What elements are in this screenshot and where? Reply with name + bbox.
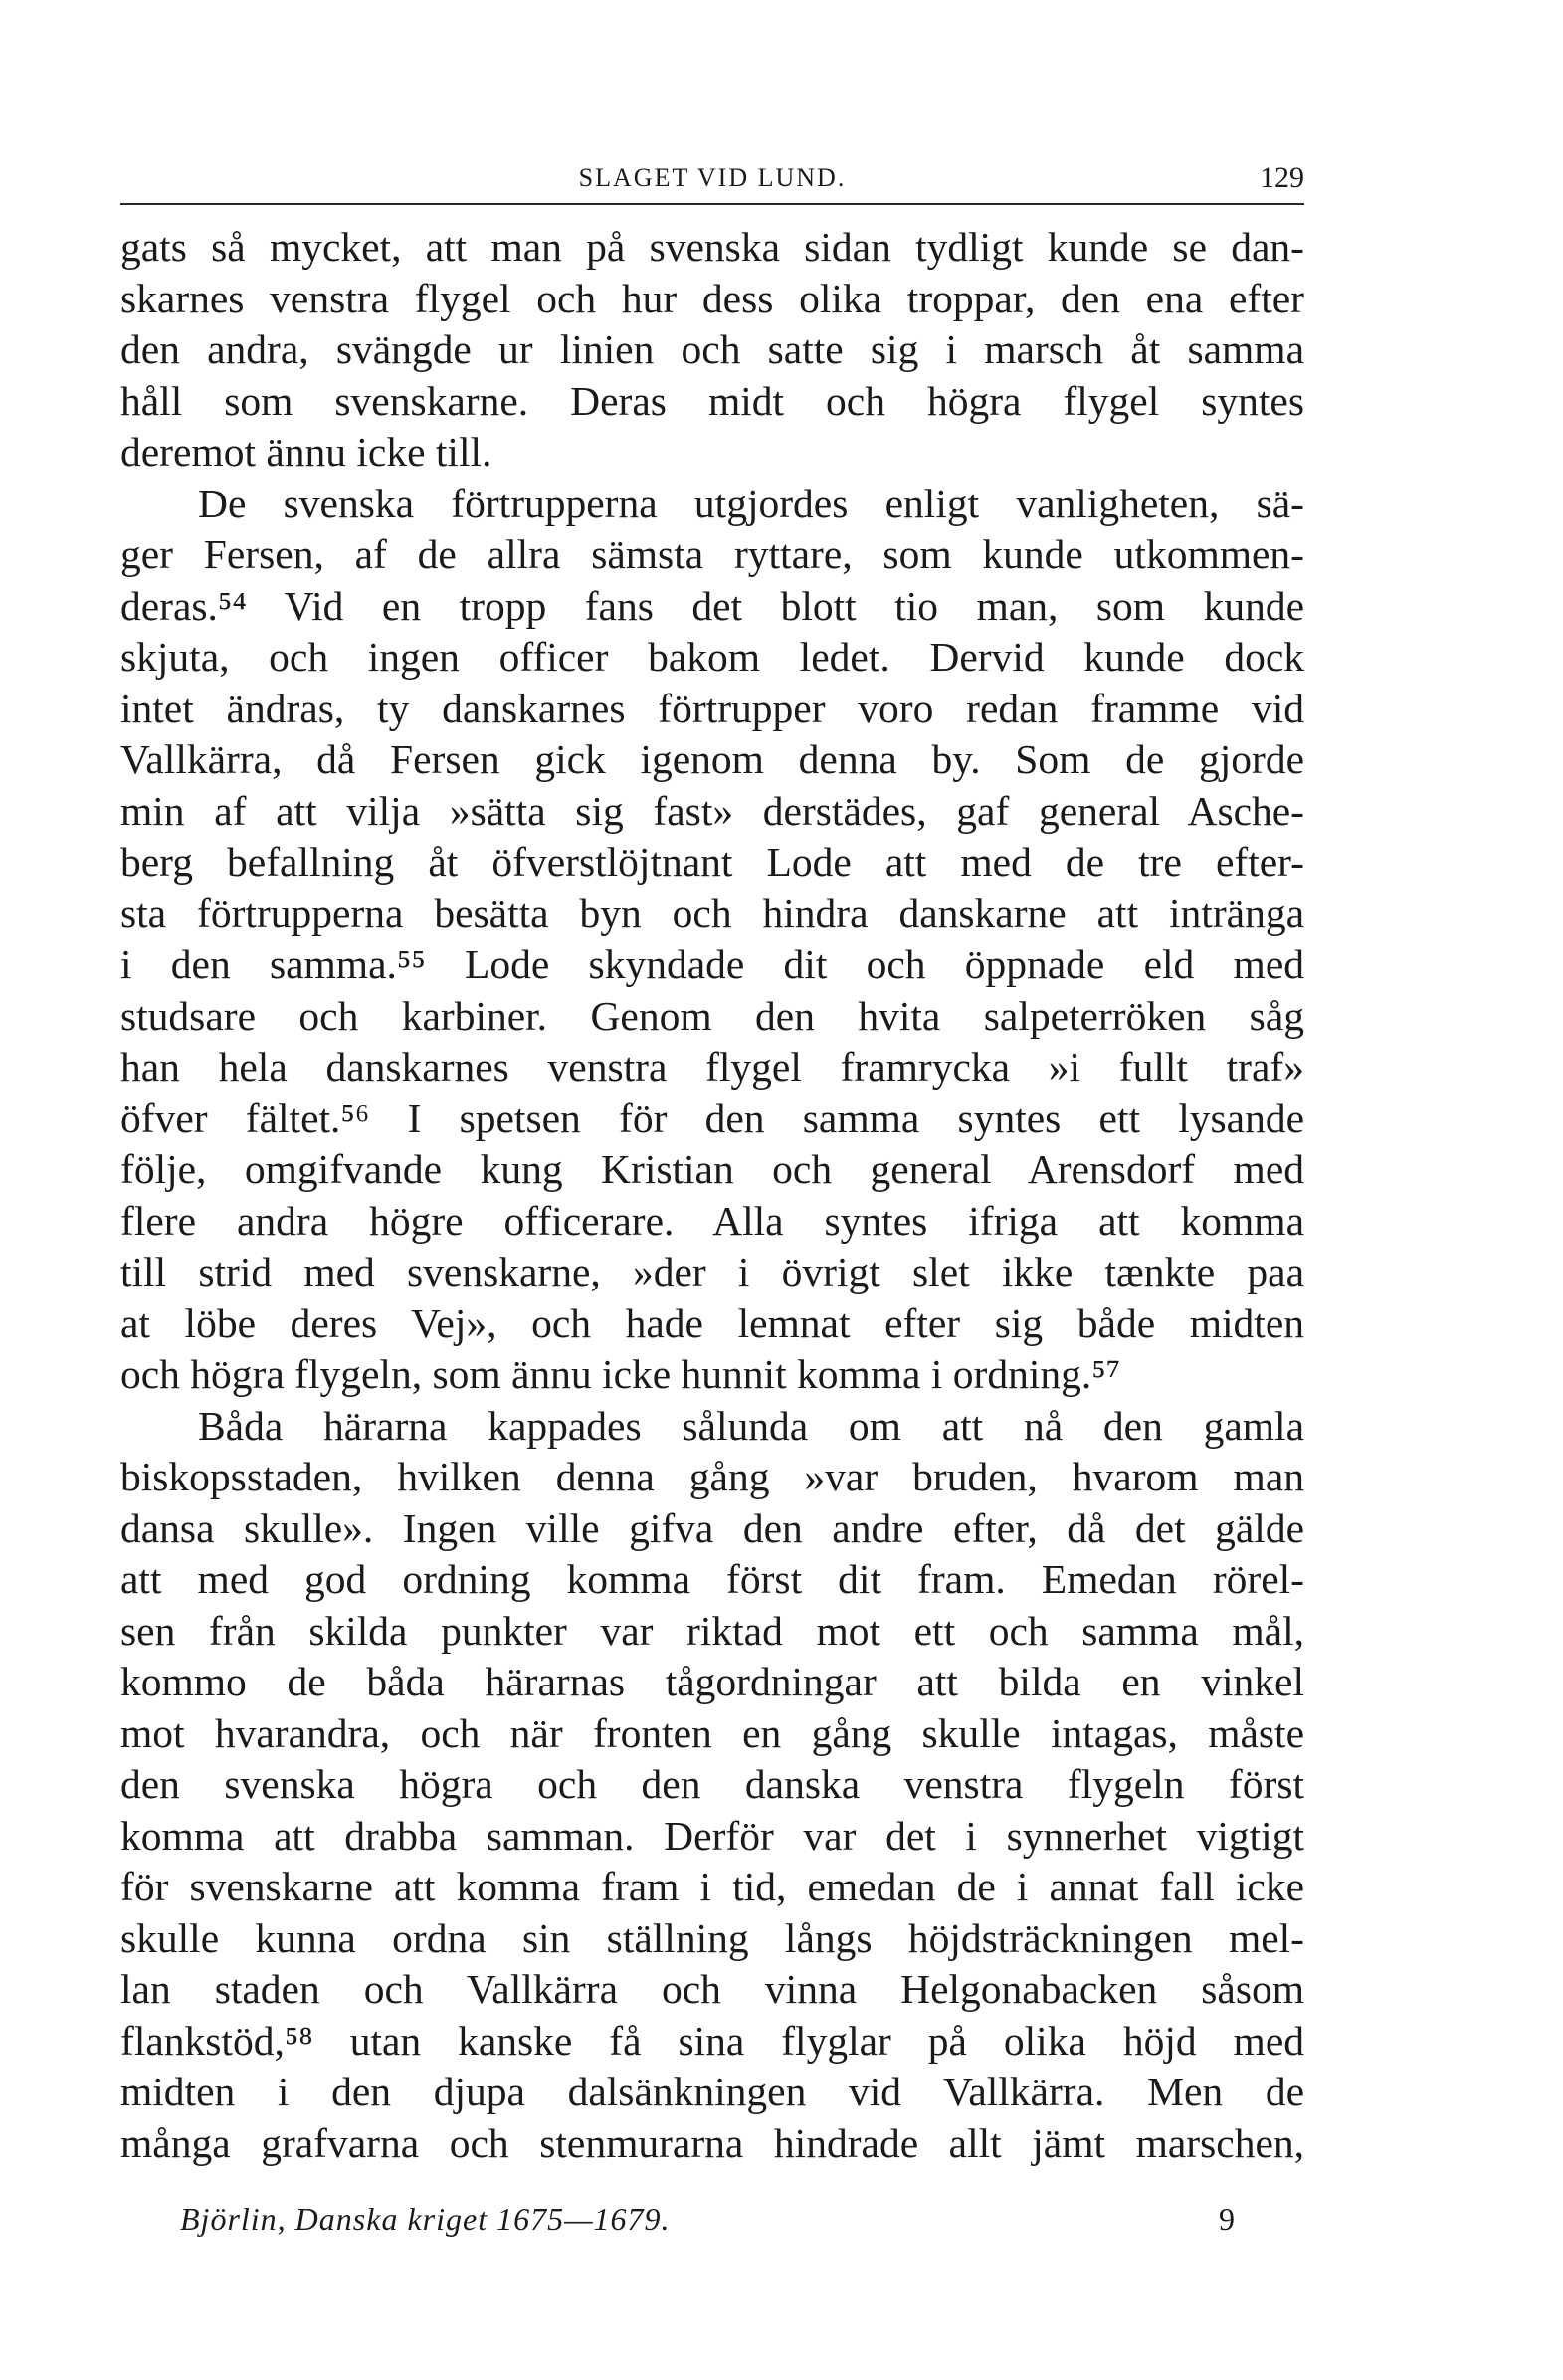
signature-number: 9 (1219, 2201, 1235, 2237)
text-line: min af att vilja »sätta sig fast» derstädes, gaf general Asche- (120, 787, 1304, 834)
text-line: i den samma.⁵⁵ Lode skyndade dit och öppnade eld med (120, 941, 1304, 987)
body-text (120, 222, 1304, 2169)
text-line: intet ändras, ty danskarnes förtrupper voro redan framme vid (120, 685, 1304, 731)
text-line: följe, omgifvande kung Kristian och general Arensdorf med (120, 1146, 1304, 1192)
text-line: den andra, svängde ur linien och satte sig i marsch åt samma (120, 326, 1304, 372)
text-line: deremot ännu icke till. (120, 429, 492, 475)
text-line: dansa skulle». Ingen ville gifva den andre efter, då det gälde (120, 1504, 1304, 1551)
text-line: komma att drabba samman. Derför var det i synnerhet vigtigt (120, 1812, 1304, 1859)
text-line: han hela danskarnes venstra flygel framrycka »i fullt traf» (120, 1044, 1304, 1090)
text-line: håll som svenskarne. Deras midt och högra flygel syntes (120, 377, 1304, 424)
text-line: många grafvarna och stenmurarna hindrade allt jämt marschen, (120, 2119, 1304, 2166)
text-line: berg befallning åt öfverstlöjtnant Lode att med de tre efter- (120, 839, 1304, 885)
text-line: at löbe deres Vej», och hade lemnat efter sig både midten (120, 1299, 1304, 1346)
text-line: skarnes venstra flygel och hur dess olika troppar, den ena efter (120, 275, 1304, 321)
text-line: till strid med svenskarne, »der i övrigt slet ikke tænkte paa (120, 1249, 1304, 1294)
running-head (120, 159, 1304, 199)
text-line: flere andra högre officerare. Alla syntes ifriga att komma (120, 1197, 1304, 1244)
text-line: lan staden och Vallkärra och vinna Helgonabacken såsom (120, 1966, 1304, 2012)
text-line: att med god ordning komma först dit fram. Emedan rörel- (120, 1556, 1304, 1602)
text-line: Vallkärra, då Fersen gick igenom denna by. Som de gjorde (120, 736, 1304, 782)
text-line: och högra flygeln, som ännu icke hunnit komma i ordning.⁵⁷ (120, 1351, 1121, 1397)
book-signature: Björlin, Danska kriget 1675—1679. (180, 2201, 671, 2237)
text-line: sen från skilda punkter var riktad mot ett och samma mål, (120, 1607, 1304, 1654)
text-line: ger Fersen, af de allra sämsta ryttare, som kunde utkommen- (120, 531, 1304, 577)
running-title: SLAGET VID LUND. (578, 163, 847, 192)
paragraph-start-line: De svenska förtrupperna utgjordes enligt vanligheten, sä- (198, 480, 1304, 526)
text-line: deras.⁵⁴ Vid en tropp fans det blott tio man, som kunde (120, 582, 1304, 629)
text-line: gats så mycket, att man på svenska sidan tydligt kunde se dan- (120, 224, 1304, 270)
text-line: öfver fältet.⁵⁶ I spetsen för den samma syntes ett lysande (120, 1094, 1304, 1141)
text-line: kommo de båda härarnas tågordningar att bilda en vinkel (120, 1659, 1304, 1704)
paragraph-start-line: Båda härarna kappades sålunda om att nå den gamla (198, 1402, 1304, 1449)
text-line: skulle kunna ordna sin ställning långs höjdsträckningen mel- (120, 1914, 1304, 1961)
text-line: midten i den djupa dalsänkningen vid Vallkärra. Men de (120, 2069, 1304, 2114)
text-line: biskopsstaden, hvilken denna gång »var bruden, hvarom man (120, 1454, 1304, 1499)
text-line: sta förtrupperna besätta byn och hindra danskarne att intränga (120, 890, 1304, 936)
text-line: skjuta, och ingen officer bakom ledet. Dervid kunde dock (120, 634, 1304, 680)
header-rule (120, 203, 1304, 205)
text-line: mot hvarandra, och när fronten en gång skulle intagas, måste (120, 1709, 1304, 1756)
text-line: för svenskarne att komma fram i tid, emedan de i annat fall icke (120, 1864, 1304, 1909)
text-line: studsare och karbiner. Genom den hvita salpeterröken såg (120, 992, 1304, 1039)
text-line: den svenska högra och den danska venstra flygeln först (120, 1761, 1304, 1807)
signature-footer (180, 2201, 1235, 2245)
text-line: flankstöd,⁵⁸ utan kanske få sina flyglar på olika höjd med (120, 2017, 1304, 2064)
page-number: 129 (1260, 161, 1304, 194)
